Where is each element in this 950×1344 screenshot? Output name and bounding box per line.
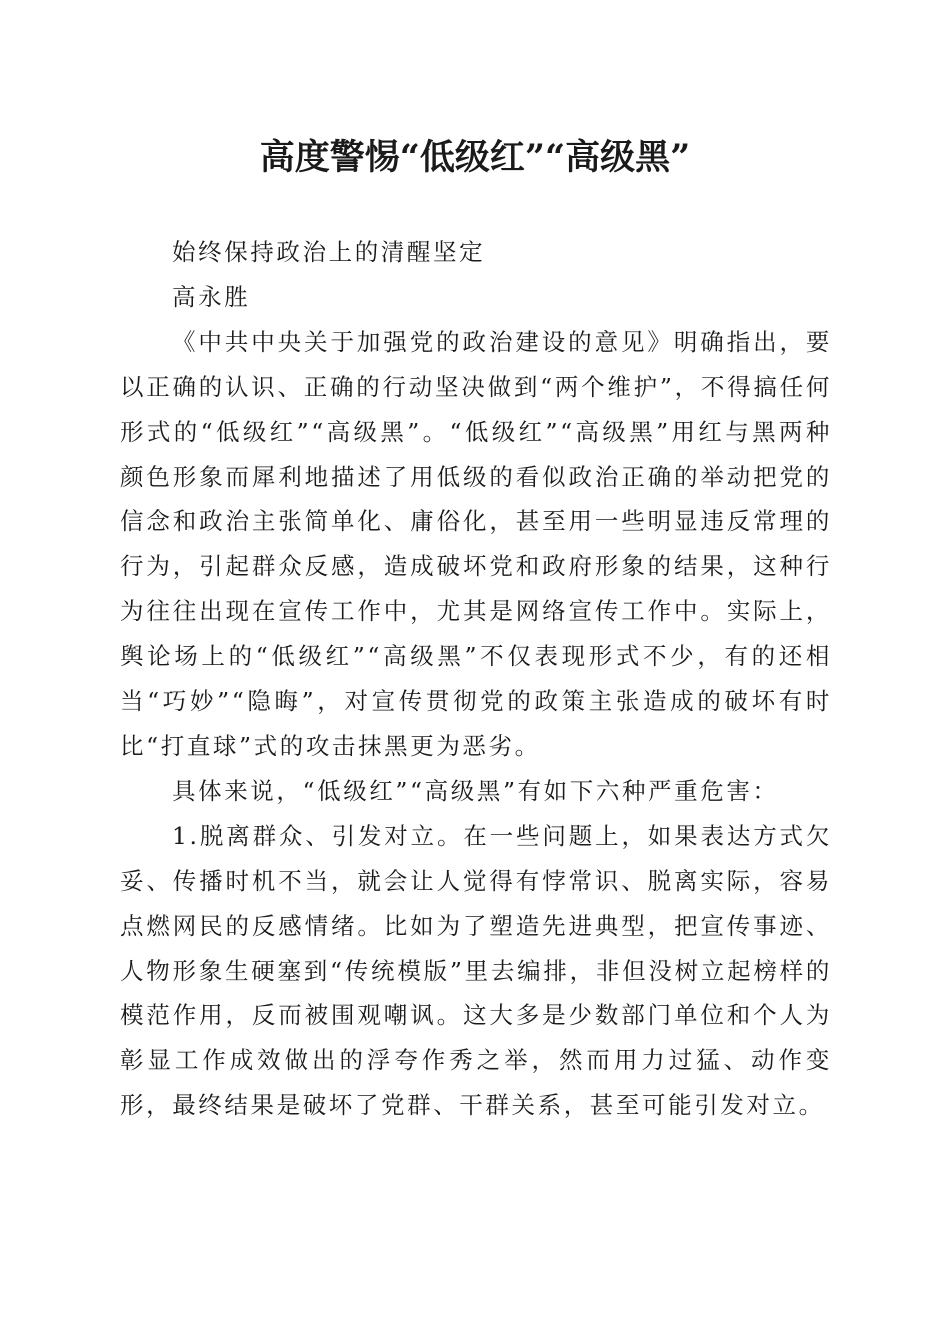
paragraph-intro: 《中共中央关于加强党的政治建设的意见》明确指出，要以正确的认识、正确的行动坚决做到“两个维护”，不得搞任何形式的“低级红”“高级黑”。“低级红”“高级黑”用红与黑两种颜色形象而犀利地描述了用低级的看似政治正确的举动把党的信念和政治主张简单化、庸俗化，甚至用一些明显违反常理的行为，引起群众反感，造成破坏党和政府形象的结果，这种行为往往出现在宣传工作中，尤其是网络宣传工作中。实际上，舆论场上的“低级红”“高级黑”不仅表现形式不少，有的还相当“巧妙”“隐晦”，对宣传贯彻党的政策主张造成的破坏有时比“打直球”式的攻击抹黑更为恶劣。 (120, 327, 832, 760)
page-title: 高度警惕“低级红”“高级黑” (259, 137, 691, 178)
article-body (120, 230, 832, 1128)
paragraph-harms-lead: 具体来说，“低级红”“高级黑”有如下六种严重危害： (172, 776, 779, 805)
subtitle: 始终保持政治上的清醒坚定 (172, 238, 486, 266)
author: 高永胜 (172, 282, 251, 311)
paragraph-harm-1: 1.脱离群众、引发对立。在一些问题上，如果表达方式欠妥、传播时机不当，就会让人觉得有悖常识、脱离实际，容易点燃网民的反感情绪。比如为了塑造先进典型，把宣传事迹、人物形象生硬塞到“传统模版”里去编排，非但没树立起榜样的模范作用，反而被围观嘲讽。这大多是少数部门单位和个人为彰显工作成效做出的浮夸作秀之举，然而用力过猛、动作变形，最终结果是破坏了党群、干群关系，甚至可能引发对立。 (120, 821, 832, 1120)
